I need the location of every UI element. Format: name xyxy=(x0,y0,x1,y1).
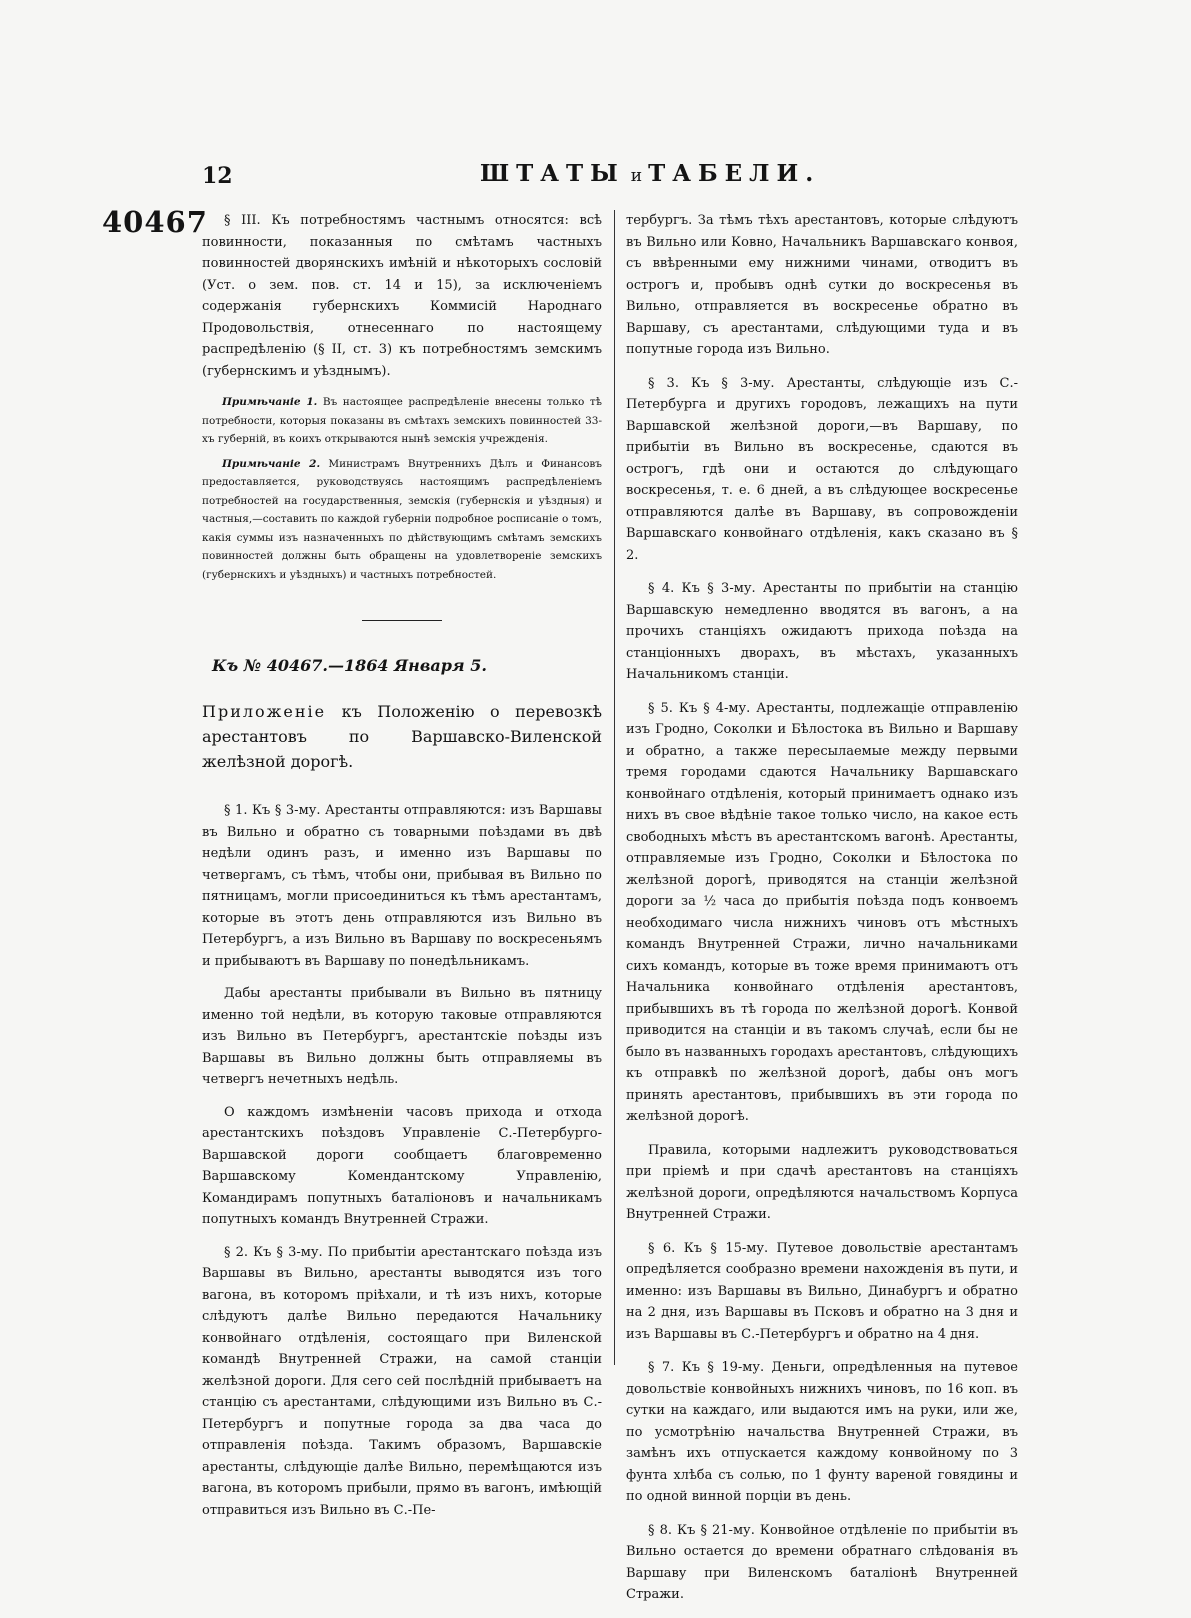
appendix-paragraph-2: Дабы арестанты прибывали въ Вильно въ пятницу именно той недѣли, въ которую таковые отправляются изъ Вильно въ Петербургъ, арестантскіе поѣзды изъ Варшавы въ Вильно должны быть отправляемы въ четвергъ нечетныхъ недѣль. xyxy=(202,986,602,1087)
article-number: 40467 xyxy=(102,205,208,239)
section-3-appendix-paragraph: § 3. Къ § 3-му. Арестанты, слѣдующіе изъ С.-Петербурга и другихъ городовъ, лежащихъ на пути Варшавской желѣзной дороги,—въ Варшаву, по прибытіи въ Вильно въ воскресенье, сдаются въ острогъ, гдѣ они и остаются до слѣдующаго воскресенья, т. е. 6 дней, а въ слѣдующее воскресенье отправляются далѣе въ Варшаву, въ сопровожденіи Варшавскаго конвойнаго отдѣленія, какъ сказано въ § 2. xyxy=(626,375,1018,563)
continuation-paragraph: тербургъ. За тѣмъ тѣхъ арестантовъ, которые слѣдуютъ въ Вильно или Ковно, Начальникъ Варшавскаго конвоя, съ ввѣренными ему нижними чинами, отводитъ въ острогъ и, пробывъ однѣ сутки до воскресенья въ Вильно, отправляется въ воскресенье обратно въ Варшаву, съ арестантами, слѣдующими туда и въ попутные города изъ Вильно. xyxy=(626,213,1018,357)
appendix-title-rest: къ Положенію о перевозкѣ арестантовъ по Варшавско-Виленской желѣзной дорогѣ. xyxy=(202,702,602,771)
note-1-text: Въ настоящее распредѣленіе внесены только тѣ потребности, которыя показаны въ смѣтахъ земскихъ повинностей 33-хъ губерній, въ коихъ открываются нынѣ земскія учрежденія. xyxy=(202,396,602,445)
section-7-appendix-paragraph: § 7. Къ § 19-му. Деньги, опредѣленныя на путевое довольствіе конвойныхъ нижнихъ чиновъ, по 16 коп. въ сутки на каждаго, или выдаются имъ на руки, или же, по усмотрѣнію начальства Внутренней Стражи, въ замѣнъ ихъ отпускается каждому конвойному по 3 фунта хлѣба съ солью, по 1 фунту вареной говядины и по одной винной порціи въ день. xyxy=(626,1360,1018,1504)
section-3-paragraph: § III. Къ потребностямъ частнымъ относятся: всѣ повинности, показанныя по смѣтамъ частныхъ повинностей дворянскихъ имѣній и нѣкоторыхъ сословій (Уст. о зем. пов. ст. 14 и 15), за исключеніемъ содержанія губернскихъ Коммисій Народнаго Продовольствія, отнесеннаго по настоящему распредѣленію (§ II, ст. 3) къ потребностямъ земскимъ (губернскимъ и уѣзднымъ). xyxy=(202,213,602,379)
note-1 xyxy=(202,393,602,449)
running-head xyxy=(480,160,820,187)
section-divider xyxy=(362,620,442,621)
note-2-label: Примѣчаніе 2. xyxy=(222,457,321,470)
section-8-appendix-paragraph: § 8. Къ § 21-му. Конвойное отдѣленіе по прибытіи въ Вильно остается до времени обратнаго слѣдованія въ Варшаву при Виленскомъ баталіонѣ Внутренней Стражи. xyxy=(626,1522,1018,1602)
appendix-title-lead: Приложеніе xyxy=(202,702,327,721)
appendix-paragraph-4: § 2. Къ § 3-му. По прибытіи арестантскаго поѣзда изъ Варшавы въ Вильно, арестанты выводятся изъ того вагона, въ которомъ пріѣхали, и тѣ изъ нихъ, которые слѣдуютъ далѣе Вильно передаются Начальнику конвойнаго отдѣленія, состоящаго при Виленской командѣ Внутренней Стражи, на самой станціи желѣзной дороги. Для сего сей послѣдній прибываетъ на станцію съ арестантами, слѣдующими изъ Вильно въ С.-Петербургъ и попутные города за два часа до отправленія поѣзда. Такимъ образомъ, Варшавскіе арестанты, слѣдующіе далѣе Вильно, перемѣщаются изъ вагона, въ которомъ прибыли, прямо въ вагонъ, имѣющій отправиться изъ Вильно въ С.-Пе- xyxy=(202,1244,602,1518)
left-column xyxy=(202,210,602,1532)
note-2-text: Министрамъ Внутреннихъ Дѣлъ и Финансовъ предоставляется, руководствуясь настоящимъ распредѣленіемъ потребностей на государственныя, земскія (губернскія и уѣздныя) и частныя,—составить по каждой губерніи подробное росписаніе о томъ, какія суммы изъ назначенныхъ по дѣйствующимъ смѣтамъ земскихъ повинностей должны быть обращены на удовлетвореніе земскихъ (губернскихъ и уѣздныхъ) и частныхъ потребностей. xyxy=(202,457,602,581)
running-head-conjunction: и xyxy=(630,166,643,186)
section-6-appendix-paragraph: § 6. Къ § 15-му. Путевое довольствіе арестантамъ опредѣляется сообразно времени нахожденія въ пути, и именно: изъ Варшавы въ Вильно, Динабургъ и обратно на 2 дня, изъ Варшавы въ Псковъ и обратно на 3 дня и изъ Варшавы въ С.-Петербургъ и обратно на 4 дня. xyxy=(626,1240,1018,1342)
appendix-paragraph-1: § 1. Къ § 3-му. Арестанты отправляются: изъ Варшавы въ Вильно и обратно съ товарными поѣздами въ двѣ недѣли одинъ разъ, и именно изъ Варшавы по четвергамъ, съ тѣмъ, чтобы они, прибывая въ Вильно по пятницамъ, могли присоединиться къ тѣмъ арестантамъ, которые въ этотъ день отправляются изъ Вильно въ Петербургъ, а изъ Вильно въ Варшаву по воскресеньямъ и прибываютъ въ Варшаву по понедѣльникамъ. xyxy=(202,803,602,969)
rules-paragraph: Правила, которыми надлежитъ руководствоваться при пріемѣ и при сдачѣ арестантовъ на станціяхъ желѣзной дороги, опредѣляются начальствомъ Корпуса Внутренней Стражи. xyxy=(626,1142,1018,1222)
page-number: 12 xyxy=(202,163,233,189)
appendix-paragraph-3: О каждомъ измѣненіи часовъ прихода и отхода арестантскихъ поѣздовъ Управленіе С.-Петербурго-Варшавской дороги сообщаетъ благовременно Варшавскому Комендантскому Управленію, Командирамъ попутныхъ баталіоновъ и начальникамъ попутныхъ командъ Внутренней Стражи. xyxy=(202,1104,602,1227)
column-divider xyxy=(614,210,615,1365)
section-5-appendix-paragraph: § 5. Къ § 4-му. Арестанты, подлежащіе отправленію изъ Гродно, Соколки и Бѣлостока въ Вильно и Варшаву и обратно, а также пересылаемые между первыми тремя городами сдаются Начальнику Варшавскаго конвойнаго отдѣленія, который принимаетъ однако изъ нихъ въ свое вѣдѣніе такое только число, на какое есть свободныхъ мѣстъ въ арестантскомъ вагонѣ. Арестанты, отправляемые изъ Гродно, Соколки и Бѣлостока по желѣзной дорогѣ, приводятся на станціи желѣзной дороги за ½ часа до прибытія поѣзда подъ конвоемъ необходимаго числа нижнихъ чиновъ отъ мѣстныхъ командъ Внутренней Стражи, лично начальниками сихъ командъ, которые въ тоже время принимаютъ отъ Начальника конвойнаго отдѣленія арестантовъ, прибывшихъ въ тѣ города по желѣзной дорогѣ. Конвой приводится на станціи и въ такомъ случаѣ, если бы не было въ названныхъ городахъ арестантовъ, слѣдующихъ къ отправкѣ по желѣзной дорогѣ, дабы онъ могъ принять арестантовъ, прибывшихъ въ эти города по желѣзной дорогѣ. xyxy=(626,700,1018,1124)
running-head-left: ШТАТЫ xyxy=(480,160,625,187)
date-heading: Къ № 40467.—1864 Января 5. xyxy=(212,656,487,675)
note-1-label: Примѣчаніе 1. xyxy=(222,396,318,408)
appendix-title xyxy=(202,699,602,774)
right-column xyxy=(626,210,1018,1618)
section-4-appendix-paragraph: § 4. Къ § 3-му. Арестанты по прибытіи на станцію Варшавскую немедленно вводятся въ вагонъ, а на прочихъ станціяхъ ожидаютъ прихода поѣзда на станціонныхъ дворахъ, въ мѣстахъ, указанныхъ Начальникомъ станціи. xyxy=(626,581,1018,682)
running-head-right: ТАБЕЛИ. xyxy=(648,160,821,187)
note-2 xyxy=(202,455,602,585)
